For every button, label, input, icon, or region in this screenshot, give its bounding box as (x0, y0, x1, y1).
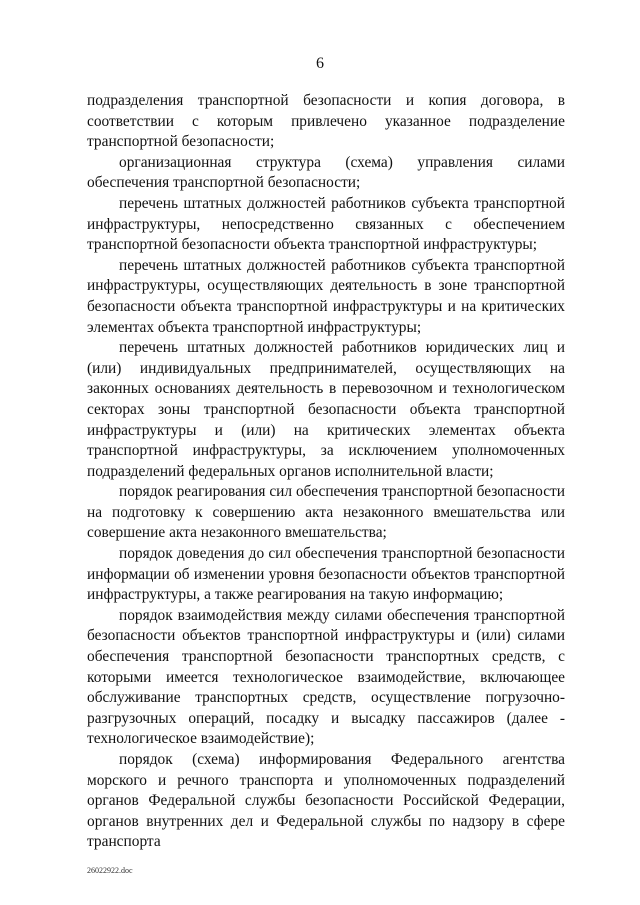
paragraph: подразделения транспортной безопасности и копия договора, в соответствии с которым привлечено указанное подразделение транспортной безопасности; (87, 92, 565, 151)
paragraph: перечень штатных должностей работников субъекта транспортной инфраструктуры, осуществляющих деятельность в зоне транспортной безопасности объекта транспортной инфраструктуры и на критических элементах объекта транспортной инфраструктуры; (87, 256, 565, 336)
paragraph: порядок реагирования сил обеспечения транспортной безопасности на подготовку к совершению акта незаконного вмешательства или совершение акта незаконного вмешательства; (87, 483, 565, 542)
footer-filename: 26022922.doc (87, 866, 133, 875)
page-number: 6 (316, 55, 324, 72)
document-body (87, 91, 565, 853)
paragraph: организационная структура (схема) управления силами обеспечения транспортной безопасности; (87, 153, 565, 192)
paragraph: порядок доведения до сил обеспечения транспортной безопасности информации об изменении уровня безопасности объектов транспортной инфраструктуры, а также реагирования на такую информацию; (87, 545, 565, 604)
paragraph: перечень штатных должностей работников юридических лиц и (или) индивидуальных предпринимателей, осуществляющих на законных основаниях деятельность в перевозочном и технологическом секторах зоны транспортной безопасности объекта транспортной инфраструктуры и (или) на критических элементах объекта транспортной инфраструктуры, за исключением уполномоченных подразделений федеральных органов исполнительной власти; (87, 339, 565, 480)
paragraph: порядок взаимодействия между силами обеспечения транспортной безопасности объектов транспортной инфраструктуры и (или) силами обеспечения транспортной безопасности транспортных средств, с которыми имеется технологическое взаимодействие, включающее обслуживание транспортных средств, осуществление погрузочно-разгрузочных операций, посадку и высадку пассажиров (далее - технологическое взаимодействие); (87, 606, 565, 748)
paragraph: перечень штатных должностей работников субъекта транспортной инфраструктуры, непосредственно связанных с обеспечением транспортной безопасности объекта транспортной инфраструктуры; (87, 194, 565, 254)
paragraph: порядок (схема) информирования Федерального агентства морского и речного транспорта и уполномоченных подразделений органов Федеральной службы безопасности Российской Федерации, органов внутренних дел и Федеральной службы по надзору в сфере транспорта (87, 751, 565, 851)
